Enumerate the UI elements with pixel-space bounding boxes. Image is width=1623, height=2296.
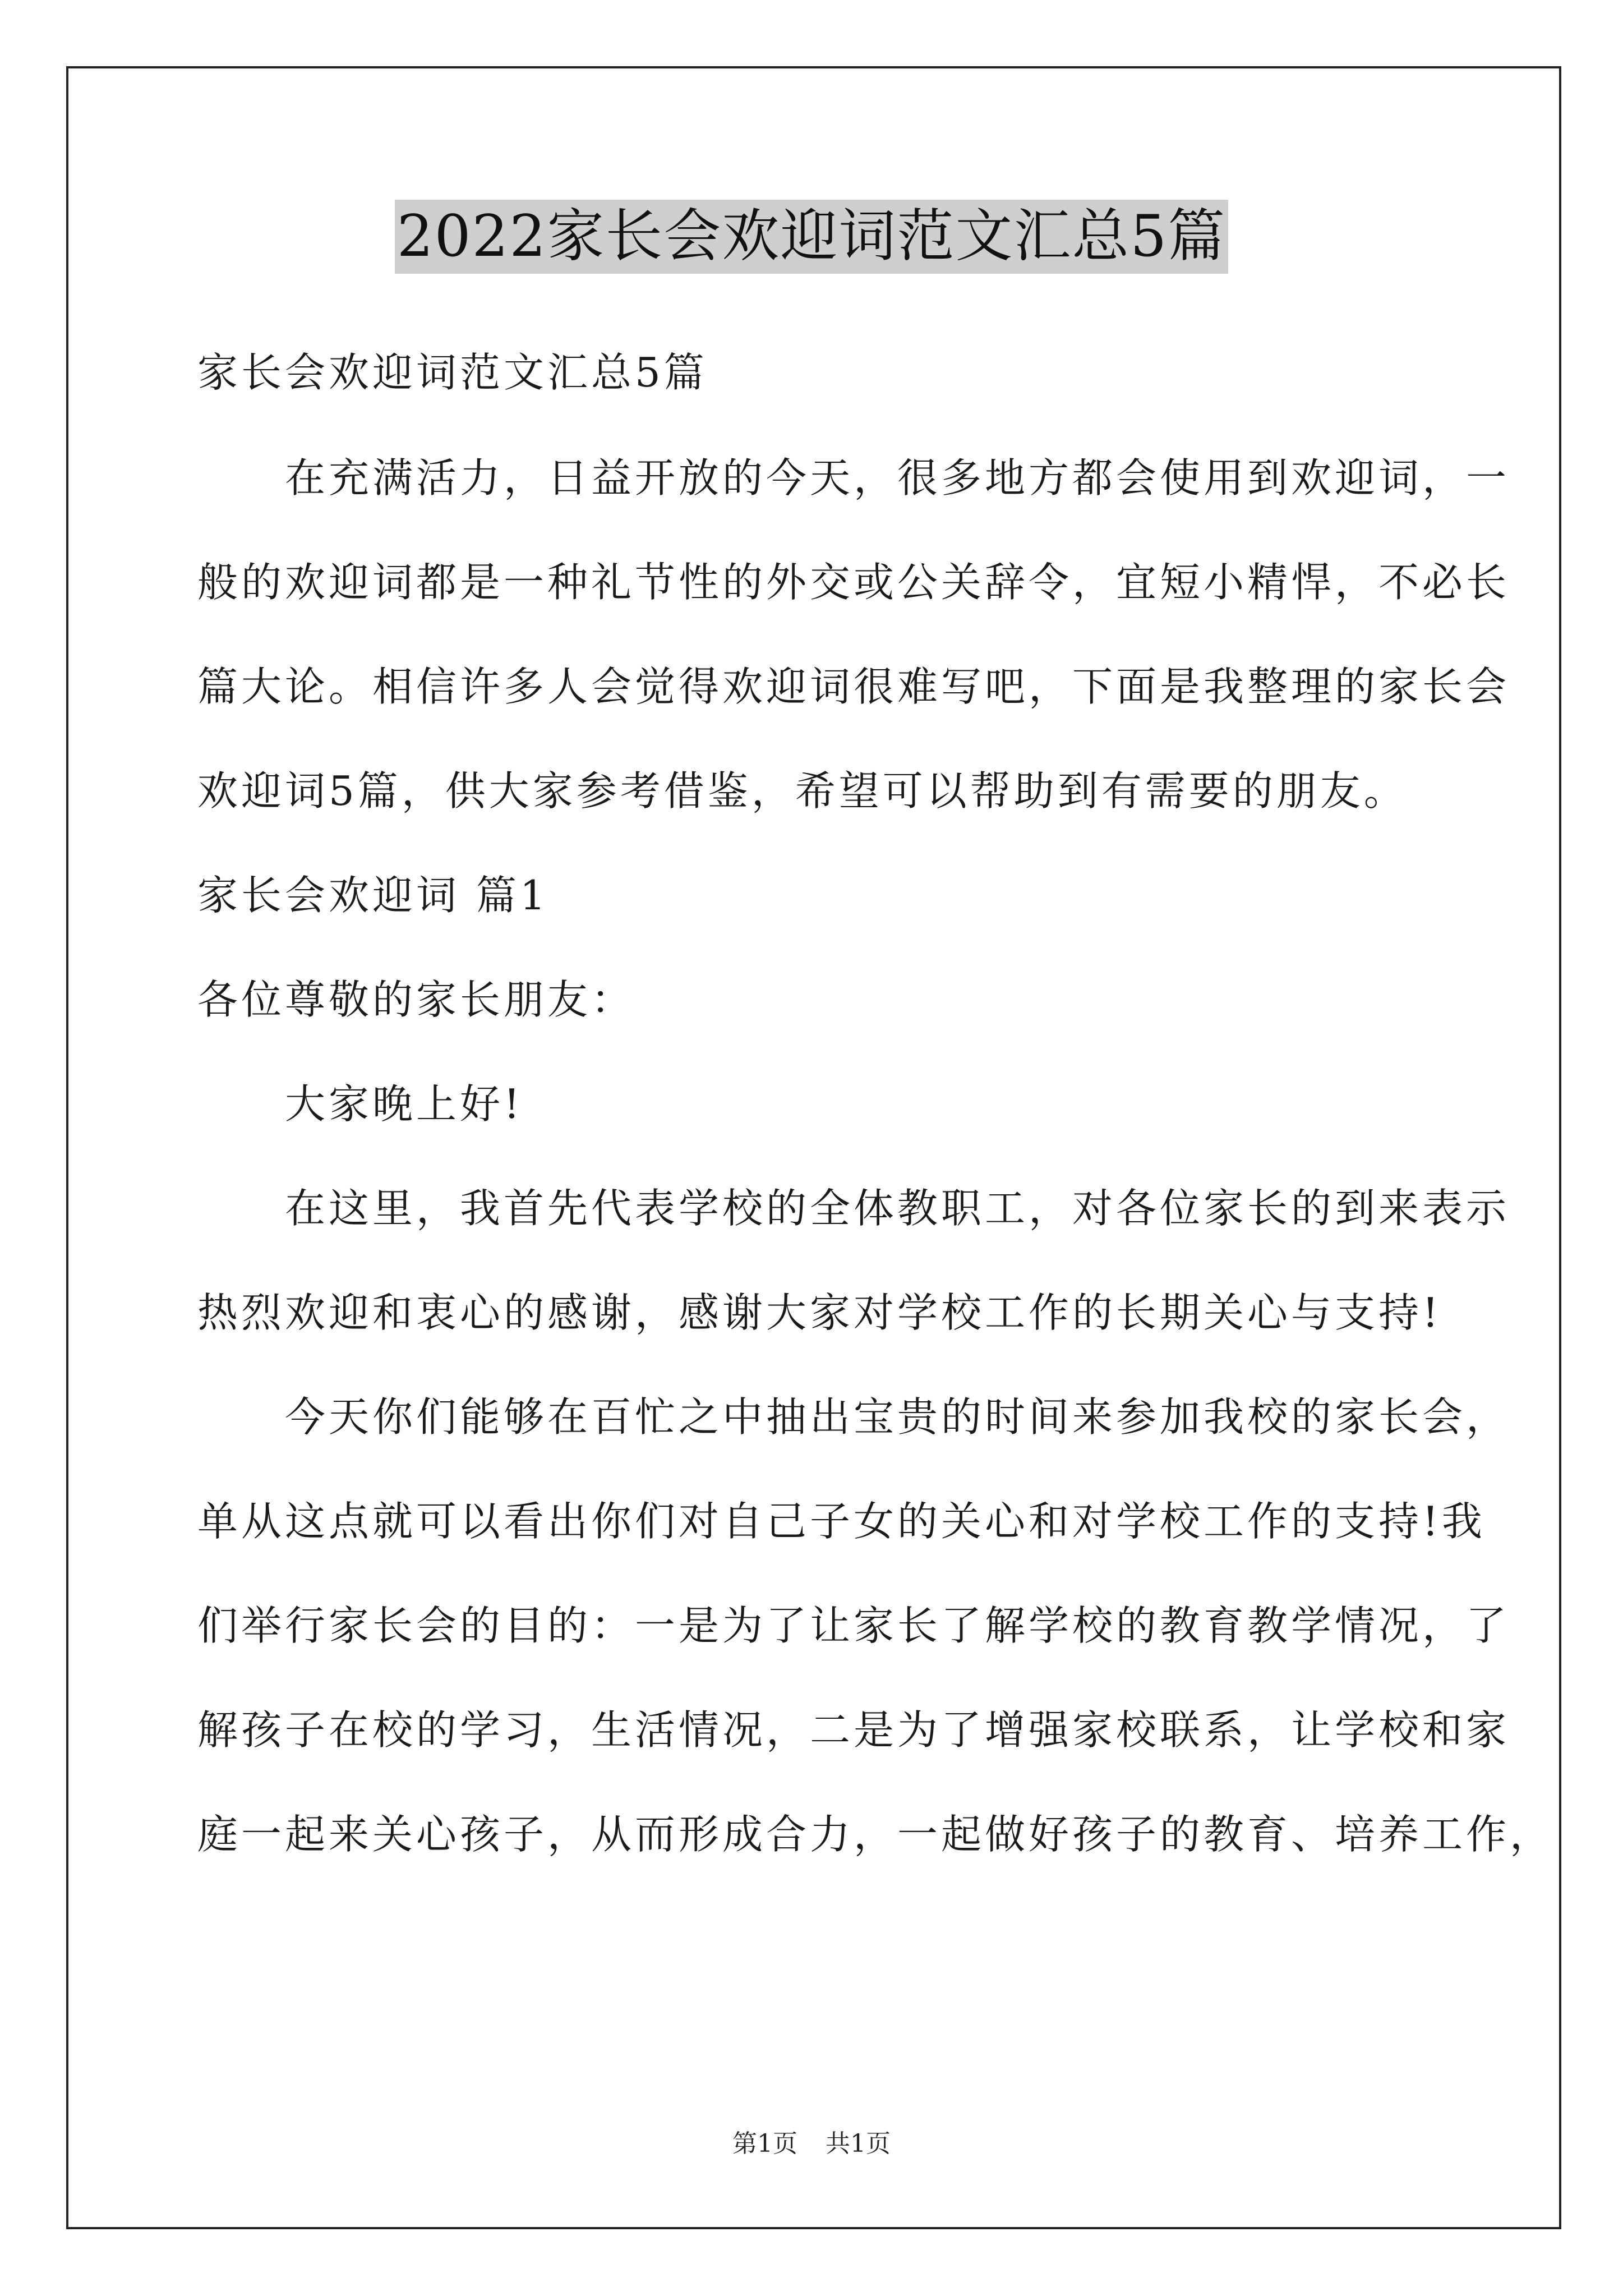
document-body bbox=[197, 346, 1554, 1861]
body-line: 单从这点就可以看出你们对自己子女的关心和对学校工作的支持!我 bbox=[197, 1498, 1486, 1545]
page-footer bbox=[0, 2128, 1623, 2160]
body-line: 在充满活力，日益开放的今天，很多地方都会使用到欢迎词，一 bbox=[197, 454, 1510, 501]
body-line: 庭一起来关心孩子，从而形成合力，一起做好孩子的教育、培养工作， bbox=[197, 1811, 1554, 1858]
body-line: 热烈欢迎和衷心的感谢，感谢大家对学校工作的长期关心与支持! bbox=[197, 1289, 1442, 1336]
body-line: 般的欢迎词都是一种礼节性的外交或公关辞令，宜短小精悍，不必长 bbox=[197, 559, 1510, 606]
body-line: 家长会欢迎词范文汇总5篇 bbox=[197, 349, 708, 396]
body-line: 们举行家长会的目的：一是为了让家长了解学校的教育教学情况，了 bbox=[197, 1602, 1510, 1649]
salutation: 各位尊敬的家长朋友： bbox=[197, 976, 635, 1023]
body-line: 解孩子在校的学习，生活情况，二是为了增强家校联系，让学校和家 bbox=[197, 1706, 1510, 1754]
section-heading: 家长会欢迎词 篇1 bbox=[197, 872, 549, 919]
greeting: 大家晚上好! bbox=[197, 1080, 523, 1128]
title-wrapper bbox=[0, 200, 1623, 274]
body-line: 篇大论。相信许多人会觉得欢迎词很难写吧，下面是我整理的家长会 bbox=[197, 663, 1510, 710]
page-number-current: 第1页 bbox=[732, 2129, 797, 2158]
body-line: 欢迎词5篇，供大家参考借鉴，希望可以帮助到有需要的朋友。 bbox=[197, 767, 1408, 815]
page-number-total: 共1页 bbox=[826, 2129, 891, 2158]
document-title: 2022家长会欢迎词范文汇总5篇 bbox=[395, 200, 1228, 274]
body-line: 今天你们能够在百忙之中抽出宝贵的时间来参加我校的家长会， bbox=[197, 1393, 1510, 1441]
body-line: 在这里，我首先代表学校的全体教职工，对各位家长的到来表示 bbox=[197, 1185, 1510, 1232]
